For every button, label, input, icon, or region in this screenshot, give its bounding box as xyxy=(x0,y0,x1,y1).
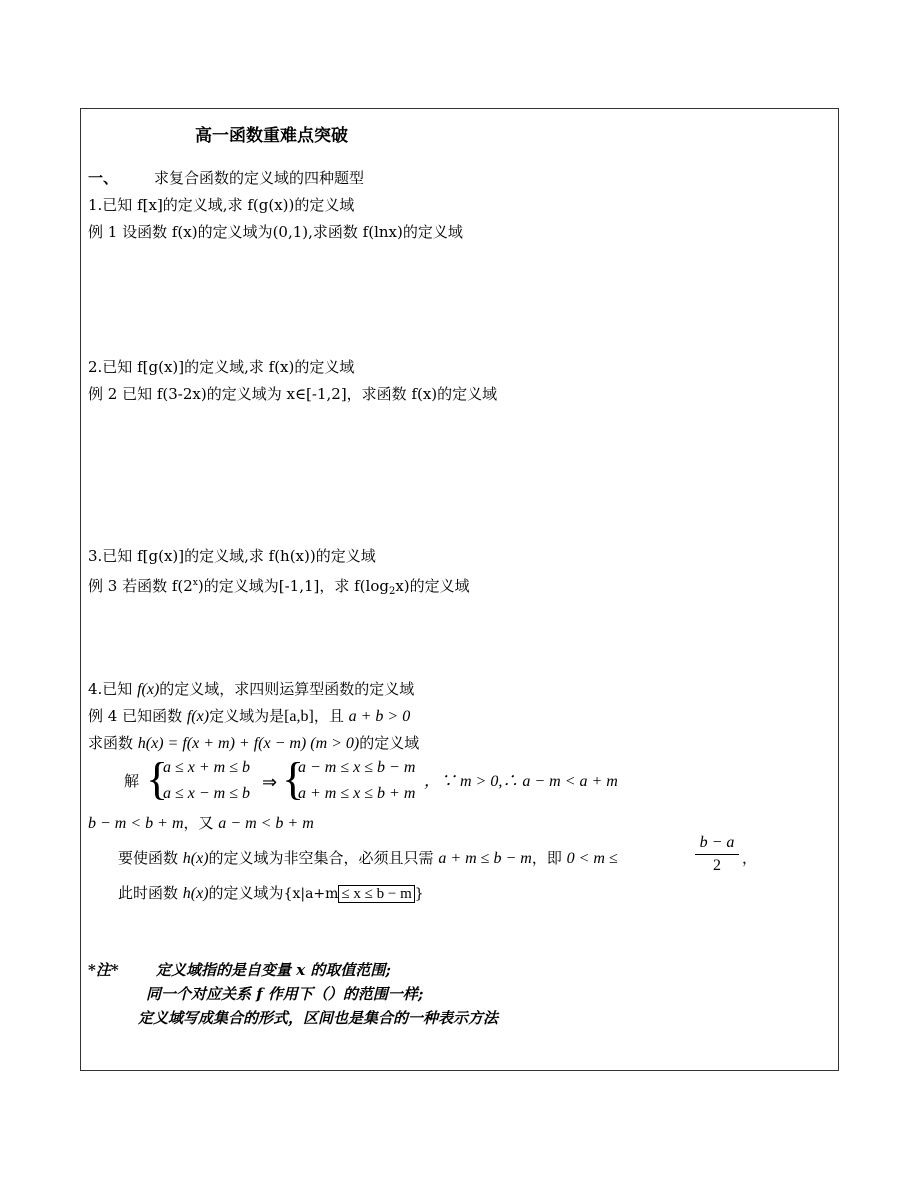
section-number: 一、 xyxy=(88,169,119,187)
example4-question: 求函数 h(x) = f(x + m) + f(x − m) (m > 0)的定义域 xyxy=(88,734,420,752)
note-line3: 定义域写成集合的形式，区间也是集合的一种表示方法 xyxy=(138,1009,499,1027)
solution-label: 解 xyxy=(124,772,140,790)
because-clause: ，∵ m > 0,∴ a − m < a + m xyxy=(424,773,618,790)
solution-line3: 要使函数 h(x)的定义域为非空集合，必须且只需 a + m ≤ b − m，即 0 < m ≤ xyxy=(118,849,618,867)
left-brace-2: { xyxy=(282,753,305,804)
system1-top: a ≤ x + m ≤ b xyxy=(163,759,251,776)
fraction-denominator: 2 xyxy=(713,857,721,874)
note-label: *注* xyxy=(88,961,119,979)
example3: 例 3 若函数 f(2$^x$)的定义域为[-1,1]，求 $f(\log_2x)$的定义域 xyxy=(88,577,470,597)
system2-top: a − m ≤ x ≤ b − m xyxy=(298,759,416,776)
type2-heading: 2.已知 f[g(x)]的定义域,求 f(x)的定义域 xyxy=(88,358,355,376)
example2: 例 2 已知 f(3-2x)的定义域为 x∈[-1,2]，求函数 f(x)的定义域 xyxy=(88,385,498,403)
implies-arrow: ⇒ xyxy=(262,772,278,792)
example1: 例 1 设函数 f(x)的定义域为(0,1),求函数 f(lnx)的定义域 xyxy=(88,223,463,241)
note-line1: 定义域指的是自变量 x 的取值范围; xyxy=(156,961,391,979)
solution-line4: 此时函数 h(x)的定义域为{x|a+m ≤ x ≤ b − m } xyxy=(118,884,424,902)
section-heading xyxy=(88,168,364,188)
solution-line2: b − m < b + m，又 a − m < b + m xyxy=(88,814,314,832)
type1-heading: 1.已知 f[x]的定义域,求 f(g(x))的定义域 xyxy=(88,196,355,214)
fraction-bar xyxy=(695,854,739,855)
system2-bottom: a + m ≤ x ≤ b + m xyxy=(298,785,416,802)
line3-end: ， xyxy=(742,849,758,867)
type4-heading: 4.已知 f(x)的定义域，求四则运算型函数的定义域 xyxy=(88,680,415,698)
type3-heading: 3.已知 f[g(x)]的定义域,求 f(h(x))的定义域 xyxy=(88,547,376,565)
boxed-expression: ≤ x ≤ b − m xyxy=(338,885,414,903)
note-line2: 同一个对应关系 f 作用下（）的范围一样; xyxy=(146,985,424,1003)
page-title: 高一函数重难点突破 xyxy=(195,126,348,146)
fraction-numerator: b − a xyxy=(699,834,735,851)
example4: 例 4 已知函数 f(x)定义域为是[a,b]，且 a + b > 0 xyxy=(88,707,411,725)
section-label: 求复合函数的定义域的四种题型 xyxy=(154,169,365,187)
left-brace-1: { xyxy=(146,753,169,804)
system1-bottom: a ≤ x − m ≤ b xyxy=(163,785,251,802)
fraction xyxy=(695,834,739,875)
